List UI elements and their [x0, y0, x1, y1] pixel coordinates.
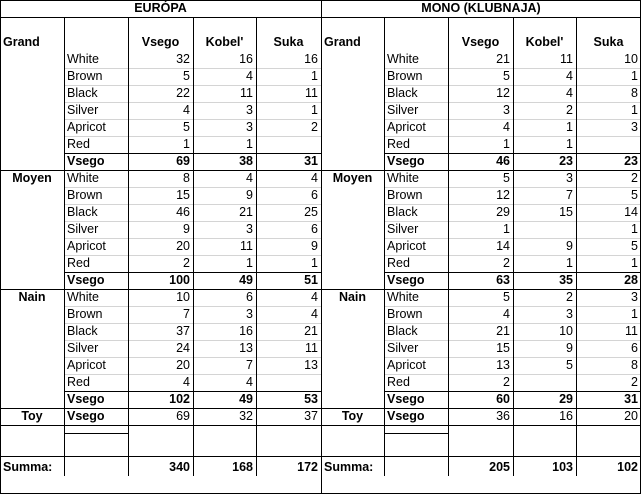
grid-line — [64, 17, 65, 476]
right-toy-name[interactable]: Toy — [341, 409, 364, 423]
left-female-cell[interactable] — [256, 374, 321, 391]
left-summa-total[interactable]: 340 — [169, 460, 190, 474]
grid-line — [321, 0, 322, 494]
left-female-cell[interactable]: 16 — [304, 52, 318, 66]
left-color-cell[interactable]: Apricot — [67, 120, 106, 134]
left-total-cell[interactable]: 4 — [183, 103, 190, 117]
right-summa-label[interactable]: Summa: — [324, 460, 374, 474]
right-header-female[interactable]: Suka — [593, 35, 624, 49]
left-male-cell[interactable]: 1 — [246, 137, 253, 151]
left-summa-female[interactable]: 172 — [297, 460, 318, 474]
right-total-cell[interactable]: 29 — [496, 205, 510, 219]
right-male-cell[interactable]: 9 — [566, 341, 573, 355]
right-subtotal-male[interactable]: 29 — [559, 392, 573, 406]
right-subtotal-total[interactable]: 60 — [496, 392, 510, 406]
right-color-cell[interactable]: Black — [387, 86, 418, 100]
left-subtotal-female[interactable]: 31 — [304, 154, 318, 168]
right-subtotal-female[interactable]: 23 — [624, 154, 638, 168]
left-female-cell[interactable]: 1 — [311, 69, 318, 83]
grid-line — [448, 17, 449, 476]
right-color-cell[interactable]: Black — [387, 205, 418, 219]
right-header-total[interactable]: Vsego — [461, 35, 500, 49]
right-female-cell[interactable]: 1 — [631, 69, 638, 83]
right-color-cell[interactable]: White — [387, 52, 419, 66]
right-color-cell[interactable]: White — [387, 290, 419, 304]
left-color-cell[interactable]: White — [67, 171, 99, 185]
left-header-male[interactable]: Kobel' — [205, 35, 244, 49]
left-total-cell[interactable]: 20 — [176, 358, 190, 372]
right-total-cell[interactable]: 4 — [503, 307, 510, 321]
grid-line — [0, 456, 321, 457]
right-male-cell[interactable]: 1 — [566, 256, 573, 270]
left-female-cell[interactable]: 11 — [305, 86, 318, 100]
grid-line — [321, 17, 641, 18]
right-female-cell[interactable]: 11 — [625, 324, 638, 338]
right-total-cell[interactable]: 12 — [496, 86, 510, 100]
right-subtotal-male[interactable]: 23 — [559, 154, 573, 168]
right-male-cell[interactable]: 5 — [566, 358, 573, 372]
left-total-cell[interactable]: 7 — [183, 307, 190, 321]
left-female-cell[interactable]: 4 — [311, 307, 318, 321]
left-male-cell[interactable]: 6 — [246, 290, 253, 304]
right-female-cell[interactable]: 5 — [631, 239, 638, 253]
left-color-cell[interactable]: Apricot — [67, 239, 106, 253]
left-female-cell[interactable]: 9 — [311, 239, 318, 253]
right-female-cell[interactable]: 1 — [631, 222, 638, 236]
left-total-cell[interactable]: 9 — [183, 222, 190, 236]
right-female-cell[interactable]: 14 — [624, 205, 638, 219]
left-male-cell[interactable]: 3 — [246, 222, 253, 236]
left-male-cell[interactable]: 9 — [246, 188, 253, 202]
left-subtotal-total[interactable]: 100 — [169, 273, 190, 287]
right-male-cell[interactable] — [513, 221, 576, 238]
right-male-cell[interactable]: 11 — [560, 52, 573, 66]
left-color-cell[interactable]: Silver — [67, 341, 99, 355]
left-header-total[interactable]: Vsego — [141, 35, 180, 49]
right-color-cell[interactable]: Brown — [387, 307, 423, 321]
right-male-cell[interactable]: 10 — [559, 324, 573, 338]
grid-line — [128, 17, 129, 476]
right-female-cell[interactable]: 2 — [631, 375, 638, 389]
left-female-cell[interactable]: 13 — [304, 358, 318, 372]
right-subtotal-total[interactable]: 63 — [496, 273, 510, 287]
left-total-cell[interactable]: 32 — [176, 52, 190, 66]
grid-line — [0, 17, 321, 18]
left-toy-label[interactable]: Vsego — [67, 409, 105, 423]
left-subtotal-total[interactable]: 69 — [176, 154, 190, 168]
right-male-cell[interactable]: 4 — [566, 69, 573, 83]
right-color-cell[interactable]: Red — [387, 137, 410, 151]
left-male-cell[interactable]: 4 — [246, 69, 253, 83]
left-subtotal-female[interactable]: 51 — [304, 273, 318, 287]
left-male-cell[interactable]: 4 — [246, 375, 253, 389]
left-total-cell[interactable]: 8 — [183, 171, 190, 185]
right-total-cell[interactable]: 1 — [503, 137, 510, 151]
right-total-cell[interactable]: 21 — [496, 52, 510, 66]
right-female-cell[interactable]: 6 — [631, 341, 638, 355]
right-toy-female[interactable]: 20 — [624, 409, 638, 423]
right-male-cell[interactable]: 9 — [566, 239, 573, 253]
right-subtotal-label[interactable]: Vsego — [387, 273, 425, 287]
right-group-name[interactable]: Nain — [338, 290, 367, 304]
right-female-cell[interactable]: 1 — [631, 307, 638, 321]
left-summa-male[interactable]: 168 — [232, 460, 253, 474]
right-color-cell[interactable]: Brown — [387, 69, 423, 83]
right-total-cell[interactable]: 4 — [503, 120, 510, 134]
grid-line — [0, 0, 1, 494]
right-male-cell[interactable]: 2 — [566, 290, 573, 304]
left-female-cell[interactable]: 4 — [311, 171, 318, 185]
right-total-cell[interactable]: 5 — [503, 290, 510, 304]
left-subtotal-male[interactable]: 38 — [239, 154, 253, 168]
grid-line — [513, 17, 514, 476]
right-female-cell[interactable]: 5 — [631, 188, 638, 202]
grid-line — [576, 17, 577, 476]
left-total-cell[interactable]: 24 — [176, 341, 190, 355]
left-total-cell[interactable]: 15 — [176, 188, 190, 202]
grid-line — [193, 17, 194, 476]
right-female-cell[interactable]: 2 — [631, 171, 638, 185]
right-summa-total[interactable]: 205 — [489, 460, 510, 474]
left-female-cell[interactable]: 1 — [311, 256, 318, 270]
left-female-cell[interactable]: 6 — [311, 222, 318, 236]
grid-line — [384, 17, 385, 476]
right-toy-male[interactable]: 16 — [559, 409, 573, 423]
right-male-cell[interactable]: 2 — [566, 103, 573, 117]
right-female-cell[interactable]: 8 — [631, 358, 638, 372]
left-color-cell[interactable]: Red — [67, 375, 90, 389]
left-color-cell[interactable]: Silver — [67, 103, 99, 117]
left-total-cell[interactable]: 4 — [183, 375, 190, 389]
left-group-name[interactable]: Nain — [18, 290, 46, 304]
right-total-cell[interactable]: 14 — [496, 239, 510, 253]
left-male-cell[interactable]: 3 — [246, 120, 253, 134]
right-color-cell[interactable]: Brown — [387, 188, 423, 202]
left-toy-total[interactable]: 69 — [176, 409, 190, 423]
left-total-cell[interactable]: 20 — [176, 239, 190, 253]
left-subtotal-male[interactable]: 49 — [239, 392, 253, 406]
right-total-cell[interactable]: 2 — [503, 256, 510, 270]
right-male-cell[interactable]: 3 — [566, 307, 573, 321]
left-female-cell[interactable]: 6 — [311, 188, 318, 202]
left-total-cell[interactable]: 1 — [183, 137, 190, 151]
left-header-female[interactable]: Suka — [273, 35, 304, 49]
left-color-cell[interactable]: Black — [67, 205, 98, 219]
left-subtotal-female[interactable]: 53 — [304, 392, 318, 406]
right-total-cell[interactable]: 1 — [503, 222, 510, 236]
left-total-cell[interactable]: 2 — [183, 256, 190, 270]
right-color-cell[interactable]: Red — [387, 256, 410, 270]
left-male-cell[interactable]: 13 — [239, 341, 253, 355]
left-male-cell[interactable]: 4 — [246, 171, 253, 185]
left-header-group[interactable]: Grand — [3, 35, 40, 49]
right-color-cell[interactable]: Apricot — [387, 120, 426, 134]
right-header-group[interactable]: Grand — [324, 35, 361, 49]
left-subtotal-total[interactable]: 102 — [169, 392, 190, 406]
right-total-cell[interactable]: 3 — [503, 103, 510, 117]
grid-line — [64, 433, 128, 434]
right-toy-total[interactable]: 36 — [496, 409, 510, 423]
left-color-cell[interactable]: Apricot — [67, 358, 106, 372]
right-summa-male[interactable]: 103 — [552, 460, 573, 474]
left-female-cell[interactable]: 4 — [311, 290, 318, 304]
right-subtotal-female[interactable]: 31 — [624, 392, 638, 406]
left-female-cell[interactable]: 25 — [304, 205, 318, 219]
right-color-cell[interactable]: White — [387, 171, 419, 185]
right-male-cell[interactable]: 15 — [559, 205, 573, 219]
right-color-cell[interactable]: Apricot — [387, 239, 426, 253]
left-total-cell[interactable]: 22 — [176, 86, 190, 100]
right-total-cell[interactable]: 15 — [496, 341, 510, 355]
right-color-cell[interactable]: Black — [387, 324, 418, 338]
left-group-name[interactable]: Moyen — [12, 171, 52, 185]
right-group-name[interactable]: Moyen — [332, 171, 373, 185]
left-subtotal-male[interactable]: 49 — [239, 273, 253, 287]
left-total-cell[interactable]: 10 — [176, 290, 190, 304]
left-title[interactable]: EURÓPA — [134, 1, 187, 15]
left-color-cell[interactable]: Black — [67, 86, 98, 100]
right-female-cell[interactable]: 3 — [631, 290, 638, 304]
right-color-cell[interactable]: Silver — [387, 341, 419, 355]
left-total-cell[interactable]: 46 — [176, 205, 190, 219]
left-color-cell[interactable]: Brown — [67, 188, 103, 202]
right-total-cell[interactable]: 5 — [503, 69, 510, 83]
left-color-cell[interactable]: White — [67, 290, 99, 304]
left-toy-male[interactable]: 32 — [239, 409, 253, 423]
left-toy-name[interactable]: Toy — [21, 409, 43, 423]
left-summa-label[interactable]: Summa: — [3, 460, 53, 474]
left-color-cell[interactable]: White — [67, 52, 99, 66]
left-total-cell[interactable]: 37 — [176, 324, 190, 338]
left-subtotal-label[interactable]: Vsego — [67, 154, 105, 168]
right-female-cell[interactable]: 3 — [631, 120, 638, 134]
right-color-cell[interactable]: Silver — [387, 222, 419, 236]
left-total-cell[interactable]: 5 — [183, 69, 190, 83]
right-total-cell[interactable]: 12 — [496, 188, 510, 202]
left-male-cell[interactable]: 11 — [240, 86, 253, 100]
right-toy-label[interactable]: Vsego — [387, 409, 425, 423]
right-color-cell[interactable]: Silver — [387, 103, 419, 117]
right-female-cell[interactable] — [576, 136, 641, 153]
grid-line — [256, 17, 257, 476]
right-total-cell[interactable]: 2 — [503, 375, 510, 389]
right-male-cell[interactable]: 4 — [566, 86, 573, 100]
grid-line — [321, 425, 641, 426]
right-total-cell[interactable]: 5 — [503, 171, 510, 185]
left-female-cell[interactable]: 11 — [305, 341, 318, 355]
left-male-cell[interactable]: 1 — [246, 256, 253, 270]
right-header-male[interactable]: Kobel' — [525, 35, 564, 49]
right-female-cell[interactable]: 1 — [631, 256, 638, 270]
left-color-cell[interactable]: Black — [67, 324, 98, 338]
left-total-cell[interactable]: 5 — [183, 120, 190, 134]
right-subtotal-total[interactable]: 46 — [496, 154, 510, 168]
right-title[interactable]: MONO (KLUBNAJA) — [421, 1, 541, 15]
grid-line — [321, 456, 641, 457]
grid-line — [384, 433, 448, 434]
right-male-cell[interactable]: 3 — [566, 171, 573, 185]
right-female-cell[interactable]: 8 — [631, 86, 638, 100]
left-male-cell[interactable]: 16 — [239, 324, 253, 338]
right-total-cell[interactable]: 21 — [496, 324, 510, 338]
left-subtotal-label[interactable]: Vsego — [67, 392, 105, 406]
left-color-cell[interactable]: Brown — [67, 307, 103, 321]
grid-line — [0, 425, 321, 426]
right-color-cell[interactable]: Red — [387, 375, 410, 389]
left-male-cell[interactable]: 3 — [246, 307, 253, 321]
right-subtotal-male[interactable]: 35 — [559, 273, 573, 287]
right-male-cell[interactable] — [513, 374, 576, 391]
left-female-cell[interactable] — [256, 136, 321, 153]
left-female-cell[interactable]: 2 — [311, 120, 318, 134]
left-female-cell[interactable]: 1 — [311, 103, 318, 117]
right-male-cell[interactable]: 7 — [566, 188, 573, 202]
right-female-cell[interactable]: 1 — [631, 103, 638, 117]
right-subtotal-label[interactable]: Vsego — [387, 154, 425, 168]
left-female-cell[interactable]: 21 — [304, 324, 318, 338]
left-male-cell[interactable]: 16 — [239, 52, 253, 66]
left-male-cell[interactable]: 21 — [239, 205, 253, 219]
right-subtotal-female[interactable]: 28 — [624, 273, 638, 287]
right-color-cell[interactable]: Apricot — [387, 358, 426, 372]
left-male-cell[interactable]: 11 — [240, 239, 253, 253]
left-male-cell[interactable]: 3 — [246, 103, 253, 117]
left-color-cell[interactable]: Red — [67, 256, 90, 270]
left-color-cell[interactable]: Red — [67, 137, 90, 151]
right-male-cell[interactable]: 1 — [566, 137, 573, 151]
left-color-cell[interactable]: Silver — [67, 222, 99, 236]
left-male-cell[interactable]: 7 — [246, 358, 253, 372]
right-female-cell[interactable]: 10 — [624, 52, 638, 66]
right-subtotal-label[interactable]: Vsego — [387, 392, 425, 406]
right-male-cell[interactable]: 1 — [566, 120, 573, 134]
right-total-cell[interactable]: 13 — [496, 358, 510, 372]
left-toy-female[interactable]: 37 — [304, 409, 318, 423]
left-color-cell[interactable]: Brown — [67, 69, 103, 83]
left-subtotal-label[interactable]: Vsego — [67, 273, 105, 287]
right-summa-female[interactable]: 102 — [617, 460, 638, 474]
